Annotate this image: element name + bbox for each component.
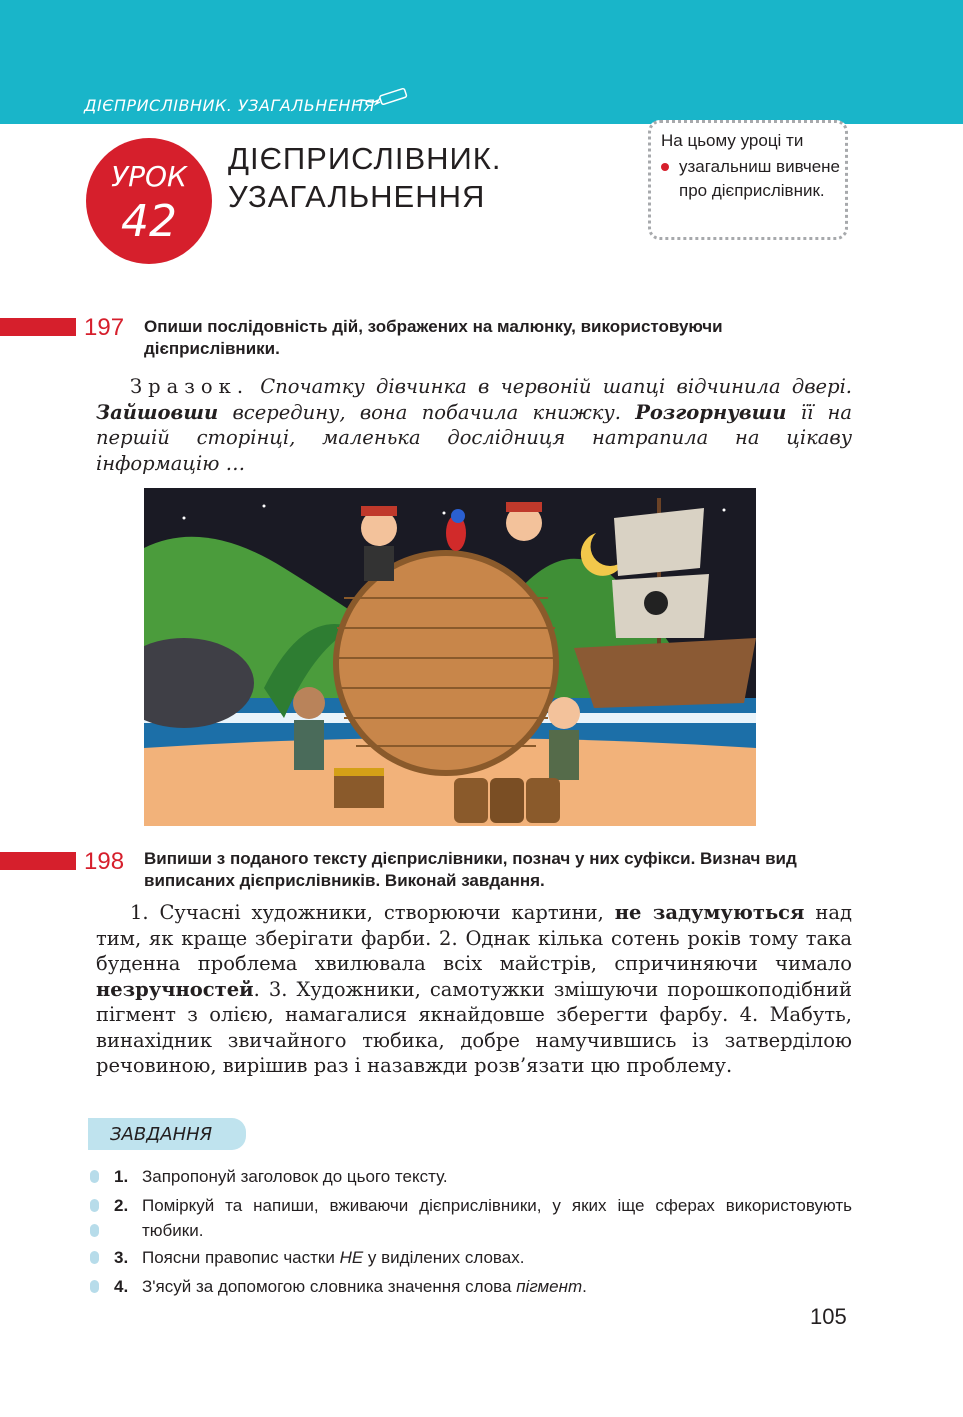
exercise-marker-bar: [0, 852, 76, 870]
lesson-title-line2: УЗАГАЛЬНЕННЯ: [228, 179, 486, 214]
bullet-icon: [90, 1251, 99, 1264]
exercise-197-sample: [96, 374, 852, 476]
exercise-197-number: 197: [84, 314, 125, 341]
text-fragment: . 3. Художники, самотужки змішуючи порошкоподібний пігмент з олією, намагалися якнайдовше зберегти фарбу. 4. Мабуть, винахідник звичайного тюбика, добре намучившись із затверділою речовиною, вирішив раз і назавжди розв’язати цю проблему.: [96, 977, 852, 1077]
lesson-title-line1: ДІЄПРИСЛІВНИК.: [228, 141, 502, 176]
task-number: 2.: [114, 1196, 129, 1215]
goal-line2: узагальниш вивчене про дієприслівник.: [679, 157, 841, 200]
task-text-part: у виділених словах.: [363, 1248, 525, 1267]
task-item: [90, 1193, 852, 1243]
lesson-badge: [86, 138, 212, 264]
task-number: 1.: [114, 1167, 129, 1186]
task-text: Поміркуй та напиши, вживаючи дієприслівники, у яких іще сферах використовують тюбики.: [142, 1196, 852, 1240]
sample-text: її на першій сторінці, маленька дослідниця натрапила на цікаву інформацію …: [96, 400, 852, 475]
tasks-label-text: ЗАВДАННЯ: [110, 1124, 213, 1145]
task-italic-word: НЕ: [339, 1248, 364, 1267]
bullet-icon: [90, 1224, 99, 1237]
task-text: [142, 1274, 852, 1299]
exercise-198-text: [96, 900, 852, 1079]
bullet-icon: [90, 1280, 99, 1293]
exercise-198-instruction: Випиши з поданого тексту дієприслівники, познач у них суфікси. Визнач вид виписаних дієприслівників. Виконай завдання.: [144, 849, 797, 890]
lesson-goal-box: [648, 120, 848, 240]
exercise-198-number: 198: [84, 848, 125, 875]
task-italic-word: пігмент: [516, 1277, 583, 1296]
exercise-197-instruction: Опиши послідовність дій, зображених на малюнку, використовуючи дієприслівники.: [144, 317, 723, 358]
pirate-illustration: [144, 488, 756, 826]
page-number: 105: [810, 1304, 847, 1329]
wooden-board-icon: [336, 553, 556, 773]
section-title: ДІЄПРИСЛІВНИК. УЗАГАЛЬНЕННЯ: [84, 96, 376, 115]
pencil-icon: [354, 86, 414, 108]
bullet-dot-icon: [661, 163, 669, 171]
exercise-marker-bar: [0, 318, 76, 336]
bullet-icon: [90, 1170, 99, 1183]
task-text-part: З'ясуй за допомогою словника значення слова: [142, 1277, 517, 1296]
sample-label: Зразок.: [130, 375, 250, 398]
lesson-title: [228, 140, 501, 216]
task-text-part: .: [582, 1277, 587, 1296]
lesson-number: 42: [121, 196, 177, 247]
treasure-chest-icon: [334, 768, 384, 808]
lesson-word: УРОК: [111, 160, 187, 193]
text-fragment: 1. Сучасні художники, створюючи картини,: [130, 901, 604, 924]
tasks-label: [88, 1118, 246, 1150]
task-text: [142, 1245, 852, 1270]
sample-text: всередину, вона побачила книжку.: [232, 400, 621, 424]
barrels-icon: [454, 778, 560, 823]
task-item: [90, 1274, 852, 1299]
goal-line1: На цьому уроці ти: [661, 131, 804, 150]
task-number: 3.: [114, 1248, 129, 1267]
sample-bold-word: Зайшовши: [96, 400, 219, 424]
task-item: [90, 1245, 852, 1270]
sample-bold-word: Розгорнувши: [635, 400, 787, 424]
text-fragment: над тим, як краще зберігати фарби. 2. Однак кілька сотень років тому така буденна проблема хвилювала всіх майстрів, спричиняючи чимало: [96, 901, 853, 975]
bullet-icon: [90, 1199, 99, 1212]
highlighted-word: незручностей: [96, 977, 254, 1001]
task-text-part: Поясни правопис частки: [142, 1248, 340, 1267]
task-number: 4.: [114, 1277, 129, 1296]
sample-text: Спочатку дівчинка в червоній шапці відчинила двері.: [260, 375, 852, 398]
task-item: [90, 1164, 852, 1189]
highlighted-word: не задумуються: [614, 901, 805, 924]
task-text: Запропонуй заголовок до цього тексту.: [142, 1167, 448, 1186]
